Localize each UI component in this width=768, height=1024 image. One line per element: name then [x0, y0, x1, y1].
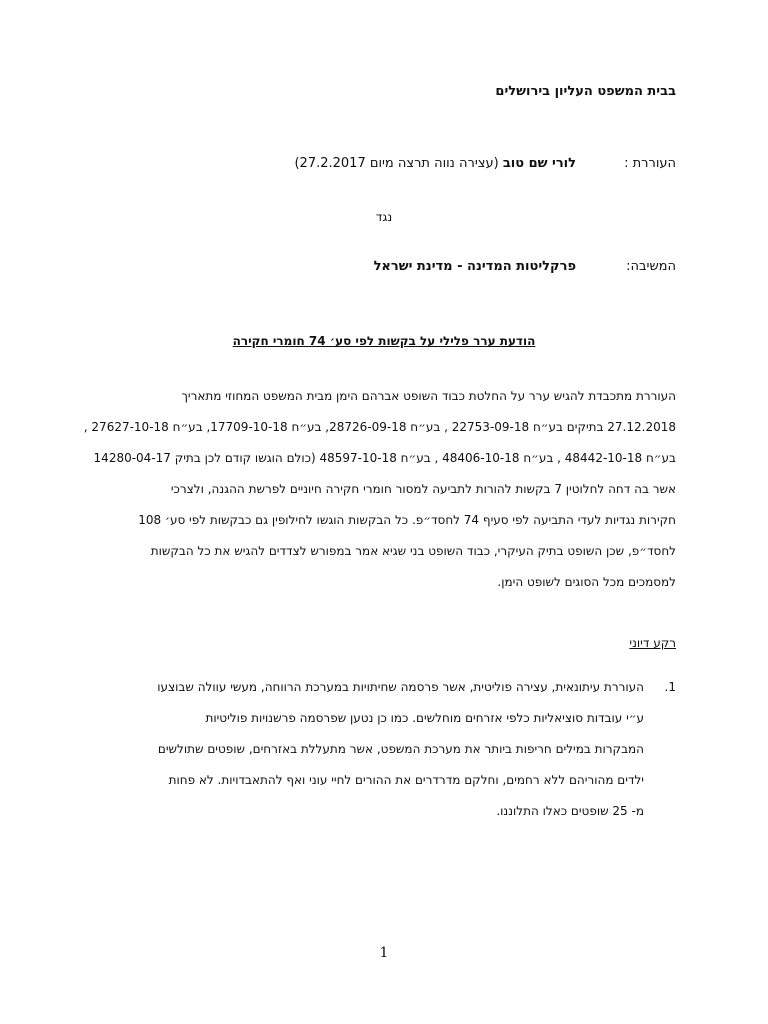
appellant-details [294, 156, 576, 171]
appellant-name: לורי שם טוב [502, 156, 576, 171]
intro-line: לחסד״פ, שכן השופט בתיק העיקרי, כבוד השופט בני שגיא אמר במפורש לצדדים להגיש את כל הבקשות [150, 544, 676, 558]
intro-paragraph [83, 381, 676, 598]
respondent-label: המשיבה: [626, 259, 676, 274]
section-heading: רקע דיוני [629, 636, 676, 650]
item-line: המבקרות במילים חריפות ביותר את מערכת המשפט, אשר מתעללת באזרחים, שופטים שתולשים [157, 742, 644, 756]
intro-line: בע״ח 48442-10-18 , בע״ח 48406-10-18 , בע״ח 48597-10-18 (כולם הוגשו קודם לכן בתיק 14280-04-17 [93, 451, 676, 465]
intro-line: העוררת מתכבדת להגיש ערר על החלטת כבוד השופט אברהם הימן מבית המשפט המחוזי מתאריך [181, 389, 676, 403]
appellant-label: העוררת : [624, 156, 676, 171]
page-number: 1 [379, 945, 389, 961]
item-line: העוררת עיתונאית, עצירה פוליטית, אשר פרסמה שחיתויות במערכת הרווחה, מעשי עוולה שבוצעו [157, 680, 644, 694]
appellant-note: (עצירה נווה תרצה מיום 27.2.2017) [294, 156, 499, 171]
document-title: הודעת ערר פלילי על בקשות לפי סע׳ 74 חומרי חקירה [232, 334, 536, 348]
item-line: ע״י עובדות סוציאליות כלפי אזרחים מוחלשים. כמו כן נטען שפרסמה פרשנויות פוליטיות [205, 711, 644, 725]
item-number: 1. [664, 680, 676, 694]
item-line: מ- 25 שופטים כאלו התלוננו. [496, 804, 644, 818]
intro-line: 27.12.2018 בתיקים בע״ח 22753-09-18 , בע״ח 28726-09-18, בע״ח 17709-10-18, בע״ח 27627-10-18 , [83, 420, 676, 434]
item-text [88, 672, 644, 827]
item-line: ילדים מהוריהם ללא רחמים, וחלקם מדרדרים את ההורים לחיי עוני ואף להתאבדויות. לא פחות [168, 773, 644, 787]
intro-line: חקירות נגדיות לעדי התביעה לפי סעיף 74 לחסד״פ. כל הבקשות הוגשו לחילופין גם כבקשות לפי סע׳ 108 [138, 513, 676, 527]
respondent-name: פרקליטות המדינה - מדינת ישראל [373, 259, 576, 274]
versus-label: נגד [375, 210, 393, 224]
intro-line: למסמכים מכל הסוגים לשופט הימן. [497, 575, 676, 589]
court-heading: בבית המשפט העליון בירושלים [495, 84, 676, 99]
intro-line: אשר בה דחה לחלוטין 7 בקשות להורות לתביעה למסור חומרי חקירה חיוניים לפרשת ההגנה, ולצרכי [170, 482, 676, 496]
